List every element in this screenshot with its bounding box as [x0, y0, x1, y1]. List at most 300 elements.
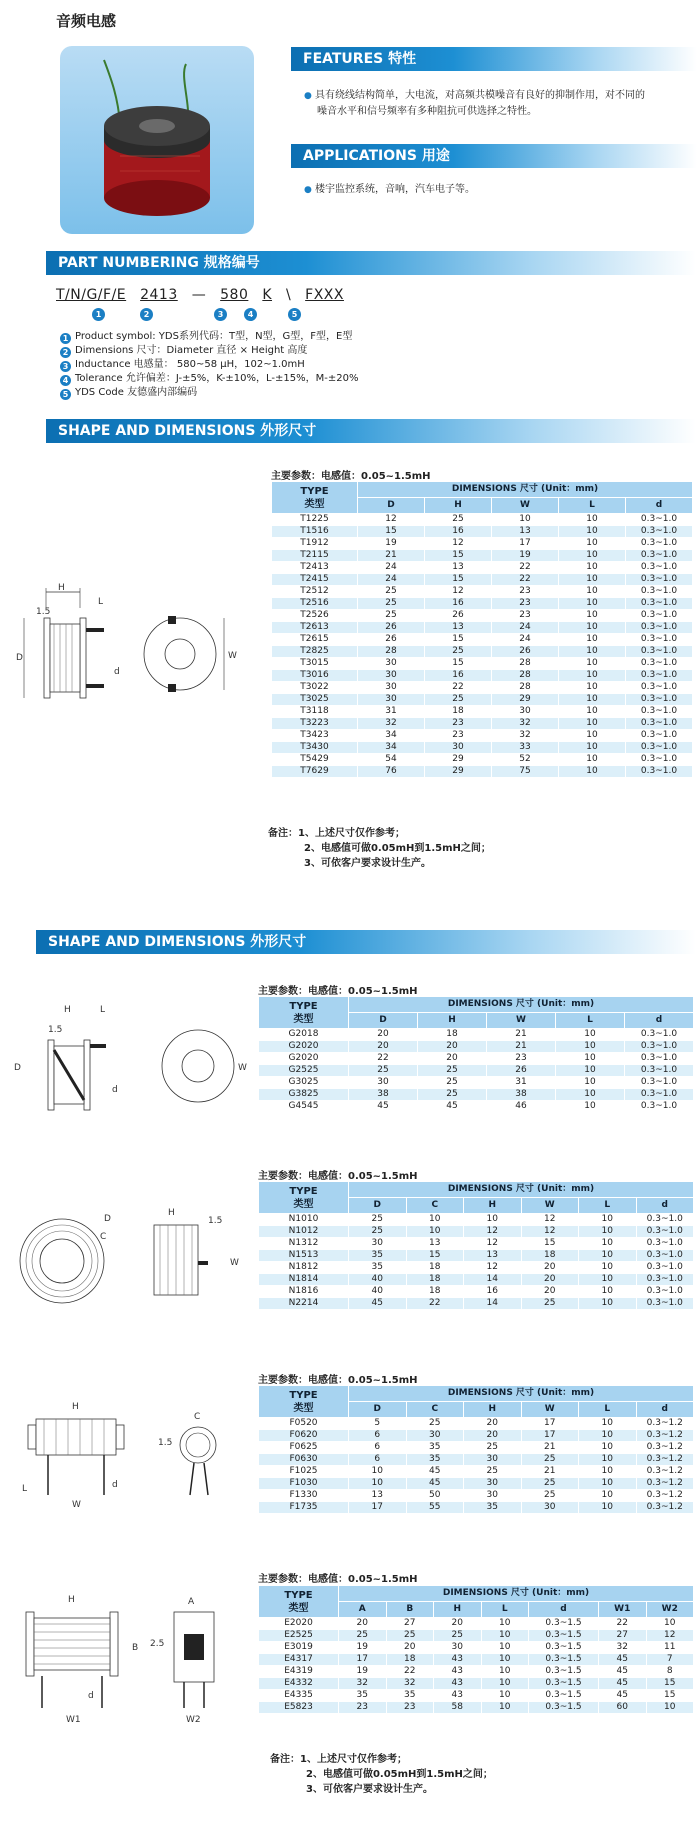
- type-cell: G4545: [259, 1101, 349, 1113]
- page-title: 音频电感: [56, 12, 117, 30]
- table-row: [259, 1053, 694, 1065]
- value-cell: 22: [406, 1298, 464, 1310]
- bullet-dot-icon: ●: [304, 185, 312, 195]
- type-cell: E5823: [259, 1702, 339, 1714]
- value-cell: 40: [349, 1274, 407, 1286]
- value-cell: 10: [556, 1053, 625, 1065]
- table-row: [259, 1418, 694, 1430]
- n-param: 主要参数：电感值：0.05~1.5mH: [258, 1171, 418, 1182]
- value-cell: 13: [425, 622, 492, 634]
- value-cell: 30: [358, 694, 425, 706]
- f-dimensions-table: [258, 1385, 694, 1514]
- table-row: [272, 670, 693, 682]
- value-cell: 58: [434, 1702, 482, 1714]
- svg-text:A: A: [188, 1597, 195, 1607]
- value-cell: 29: [492, 694, 559, 706]
- value-cell: 76: [358, 766, 425, 778]
- svg-text:H: H: [64, 1005, 71, 1015]
- table-row: [272, 682, 693, 694]
- features-text: [304, 88, 694, 119]
- value-cell: 17: [521, 1418, 579, 1430]
- table-row: [259, 1630, 694, 1642]
- value-cell: 0.3~1.2: [636, 1490, 694, 1502]
- product-photo: [60, 46, 254, 234]
- value-cell: 10: [492, 514, 559, 526]
- value-cell: 10: [579, 1490, 637, 1502]
- type-cell: N1312: [259, 1238, 349, 1250]
- value-cell: 30: [349, 1077, 418, 1089]
- svg-text:W: W: [72, 1500, 81, 1510]
- value-cell: 43: [434, 1678, 482, 1690]
- dimensions-header: DIMENSIONS 尺寸 (Unit：mm): [358, 482, 693, 498]
- value-cell: 25: [339, 1630, 387, 1642]
- value-cell: 0.3~1.0: [626, 610, 693, 622]
- code-part-2: 2413: [140, 287, 178, 303]
- value-cell: 10: [579, 1502, 637, 1514]
- value-cell: 21: [487, 1041, 556, 1053]
- value-cell: 0.3~1.5: [529, 1678, 599, 1690]
- column-header: H: [434, 1602, 482, 1618]
- value-cell: 10: [579, 1298, 637, 1310]
- value-cell: 0.3~1.0: [626, 646, 693, 658]
- value-cell: 10: [579, 1418, 637, 1430]
- value-cell: 30: [358, 682, 425, 694]
- table-row: [272, 706, 693, 718]
- value-cell: 28: [358, 646, 425, 658]
- table-row: [259, 1466, 694, 1478]
- code-part-6: \: [285, 287, 292, 303]
- value-cell: 18: [521, 1250, 579, 1262]
- value-cell: 34: [358, 730, 425, 742]
- type-cell: N1812: [259, 1262, 349, 1274]
- f-series-diagram: [8, 1395, 248, 1525]
- value-cell: 10: [646, 1702, 694, 1714]
- value-cell: 10: [481, 1678, 529, 1690]
- value-cell: 32: [599, 1642, 647, 1654]
- svg-text:L: L: [22, 1484, 28, 1494]
- dimensions-header: DIMENSIONS 尺寸 (Unit：mm): [349, 997, 694, 1013]
- table-row: [259, 1077, 694, 1089]
- value-cell: 10: [481, 1642, 529, 1654]
- value-cell: 12: [464, 1238, 522, 1250]
- value-cell: 10: [406, 1226, 464, 1238]
- value-cell: 16: [425, 670, 492, 682]
- value-cell: 0.3~1.0: [626, 718, 693, 730]
- table-row: [259, 1041, 694, 1053]
- circle-3: 3: [214, 308, 227, 321]
- shape-dimensions-header-2: SHAPE AND DIMENSIONS 外形尺寸: [36, 930, 696, 954]
- value-cell: 0.3~1.0: [625, 1053, 694, 1065]
- column-header: d: [636, 1402, 694, 1418]
- value-cell: 20: [434, 1618, 482, 1630]
- column-header: L: [556, 1013, 625, 1029]
- value-cell: 0.3~1.0: [625, 1077, 694, 1089]
- table-row: [259, 1089, 694, 1101]
- value-cell: 22: [425, 682, 492, 694]
- value-cell: 10: [559, 766, 626, 778]
- value-cell: 10: [481, 1690, 529, 1702]
- value-cell: 8: [646, 1666, 694, 1678]
- type-cell: F0520: [259, 1418, 349, 1430]
- value-cell: 35: [406, 1442, 464, 1454]
- circle-1: 1: [92, 308, 105, 321]
- value-cell: 0.3~1.0: [625, 1065, 694, 1077]
- legend-item: 4 Tolerance 允许偏差：J-±5%，K-±10%，L-±15%，M-±20%: [60, 372, 620, 386]
- value-cell: 18: [406, 1274, 464, 1286]
- value-cell: 30: [358, 658, 425, 670]
- notes-2: [270, 1752, 493, 1797]
- value-cell: 10: [559, 742, 626, 754]
- value-cell: 18: [425, 706, 492, 718]
- table-row: [272, 526, 693, 538]
- svg-text:W1: W1: [66, 1715, 81, 1725]
- svg-text:B: B: [132, 1643, 139, 1653]
- value-cell: 31: [487, 1077, 556, 1089]
- value-cell: 13: [349, 1490, 407, 1502]
- value-cell: 10: [559, 718, 626, 730]
- table-row: [259, 1642, 694, 1654]
- type-cell: T3223: [272, 718, 358, 730]
- value-cell: 50: [406, 1490, 464, 1502]
- value-cell: 45: [599, 1654, 647, 1666]
- value-cell: 0.3~1.5: [529, 1690, 599, 1702]
- value-cell: 28: [492, 670, 559, 682]
- value-cell: 5: [349, 1418, 407, 1430]
- value-cell: 10: [559, 598, 626, 610]
- type-header: TYPE 类型: [259, 997, 349, 1029]
- table-row: [259, 1478, 694, 1490]
- value-cell: 60: [599, 1702, 647, 1714]
- type-cell: G3825: [259, 1089, 349, 1101]
- value-cell: 12: [425, 538, 492, 550]
- svg-text:H: H: [68, 1595, 75, 1605]
- value-cell: 10: [559, 538, 626, 550]
- value-cell: 35: [386, 1690, 434, 1702]
- value-cell: 17: [339, 1654, 387, 1666]
- svg-text:D: D: [104, 1214, 111, 1224]
- note-line: 3、可依客户要求设计生产。: [306, 1784, 433, 1795]
- notes-1: [268, 826, 491, 871]
- column-header: L: [481, 1602, 529, 1618]
- value-cell: 21: [521, 1466, 579, 1478]
- value-cell: 7: [646, 1654, 694, 1666]
- value-cell: 75: [492, 766, 559, 778]
- value-cell: 23: [425, 730, 492, 742]
- column-header: H: [425, 498, 492, 514]
- value-cell: 0.3~1.2: [636, 1418, 694, 1430]
- value-cell: 18: [406, 1262, 464, 1274]
- value-cell: 23: [492, 610, 559, 622]
- svg-text:W: W: [238, 1063, 247, 1073]
- value-cell: 0.3~1.0: [626, 538, 693, 550]
- type-cell: F1330: [259, 1490, 349, 1502]
- type-cell: N1513: [259, 1250, 349, 1262]
- value-cell: 20: [521, 1262, 579, 1274]
- value-cell: 0.3~1.0: [626, 586, 693, 598]
- table-row: [259, 1678, 694, 1690]
- svg-text:1.5: 1.5: [48, 1025, 63, 1035]
- svg-text:2.5: 2.5: [150, 1639, 165, 1649]
- value-cell: 43: [434, 1690, 482, 1702]
- column-header: D: [349, 1013, 418, 1029]
- value-cell: 10: [579, 1430, 637, 1442]
- value-cell: 25: [425, 694, 492, 706]
- value-cell: 20: [464, 1430, 522, 1442]
- value-cell: 0.3~1.0: [625, 1029, 694, 1041]
- value-cell: 17: [492, 538, 559, 550]
- value-cell: 20: [339, 1618, 387, 1630]
- type-cell: F1025: [259, 1466, 349, 1478]
- type-header: TYPE 类型: [272, 482, 358, 514]
- legend-item: 2 Dimensions 尺寸：Diameter 直径 × Height 高度: [60, 344, 620, 358]
- value-cell: 20: [386, 1642, 434, 1654]
- value-cell: 32: [339, 1678, 387, 1690]
- value-cell: 12: [646, 1630, 694, 1642]
- value-cell: 6: [349, 1430, 407, 1442]
- value-cell: 22: [599, 1618, 647, 1630]
- type-cell: T3430: [272, 742, 358, 754]
- value-cell: 35: [349, 1250, 407, 1262]
- value-cell: 0.3~1.0: [625, 1041, 694, 1053]
- value-cell: 20: [418, 1041, 487, 1053]
- value-cell: 10: [579, 1454, 637, 1466]
- type-cell: E2525: [259, 1630, 339, 1642]
- value-cell: 10: [559, 730, 626, 742]
- type-cell: T1225: [272, 514, 358, 526]
- value-cell: 10: [559, 622, 626, 634]
- value-cell: 25: [358, 610, 425, 622]
- value-cell: 10: [646, 1618, 694, 1630]
- value-cell: 18: [406, 1286, 464, 1298]
- value-cell: 25: [521, 1478, 579, 1490]
- table-row: [272, 574, 693, 586]
- column-header: d: [529, 1602, 599, 1618]
- value-cell: 35: [349, 1262, 407, 1274]
- column-header: W2: [646, 1602, 694, 1618]
- type-cell: N2214: [259, 1298, 349, 1310]
- value-cell: 35: [339, 1690, 387, 1702]
- value-cell: 45: [406, 1466, 464, 1478]
- value-cell: 6: [349, 1454, 407, 1466]
- type-cell: E4335: [259, 1690, 339, 1702]
- note-line: 3、可依客户要求设计生产。: [304, 858, 431, 869]
- type-cell: T3015: [272, 658, 358, 670]
- table-row: [259, 1618, 694, 1630]
- value-cell: 10: [579, 1238, 637, 1250]
- value-cell: 24: [358, 574, 425, 586]
- type-cell: T7629: [272, 766, 358, 778]
- type-cell: T2825: [272, 646, 358, 658]
- value-cell: 0.3~1.5: [529, 1702, 599, 1714]
- table-row: [259, 1065, 694, 1077]
- table-row: [272, 562, 693, 574]
- svg-text:d: d: [112, 1480, 118, 1490]
- value-cell: 10: [559, 574, 626, 586]
- value-cell: 0.3~1.0: [625, 1089, 694, 1101]
- table-row: [259, 1226, 694, 1238]
- type-cell: T2115: [272, 550, 358, 562]
- value-cell: 10: [579, 1214, 637, 1226]
- features-header: FEATURES 特性: [291, 47, 697, 71]
- value-cell: 25: [358, 586, 425, 598]
- type-cell: E4319: [259, 1666, 339, 1678]
- value-cell: 0.3~1.0: [626, 574, 693, 586]
- type-cell: N1010: [259, 1214, 349, 1226]
- type-cell: T2415: [272, 574, 358, 586]
- circle-5: 5: [288, 308, 301, 321]
- bullet-dot-icon: ●: [304, 91, 312, 101]
- table-row: [259, 1454, 694, 1466]
- g-dimensions-table: [258, 996, 694, 1113]
- value-cell: 25: [418, 1077, 487, 1089]
- value-cell: 25: [464, 1466, 522, 1478]
- value-cell: 10: [406, 1214, 464, 1226]
- value-cell: 24: [358, 562, 425, 574]
- type-cell: G2018: [259, 1029, 349, 1041]
- f-param: 主要参数：电感值：0.05~1.5mH: [258, 1375, 418, 1386]
- t-label-d: D: [16, 653, 23, 663]
- type-cell: F1030: [259, 1478, 349, 1490]
- type-cell: E3019: [259, 1642, 339, 1654]
- dimensions-header: DIMENSIONS 尺寸 (Unit：mm): [349, 1386, 694, 1402]
- value-cell: 0.3~1.0: [625, 1101, 694, 1113]
- value-cell: 16: [464, 1286, 522, 1298]
- value-cell: 31: [358, 706, 425, 718]
- value-cell: 45: [599, 1690, 647, 1702]
- applications-header: APPLICATIONS 用途: [291, 144, 697, 168]
- value-cell: 25: [418, 1089, 487, 1101]
- e-dimensions-table: [258, 1585, 694, 1714]
- table-row: [259, 1274, 694, 1286]
- value-cell: 10: [559, 610, 626, 622]
- value-cell: 0.3~1.0: [636, 1226, 694, 1238]
- value-cell: 54: [358, 754, 425, 766]
- value-cell: 28: [492, 682, 559, 694]
- value-cell: 0.3~1.0: [626, 766, 693, 778]
- value-cell: 10: [481, 1630, 529, 1642]
- value-cell: 26: [358, 622, 425, 634]
- column-header: D: [349, 1402, 407, 1418]
- value-cell: 0.3~1.0: [636, 1214, 694, 1226]
- value-cell: 12: [464, 1226, 522, 1238]
- value-cell: 26: [358, 634, 425, 646]
- type-cell: F0630: [259, 1454, 349, 1466]
- value-cell: 0.3~1.2: [636, 1478, 694, 1490]
- legend-item: 1 Product symbol: YDS系列代码：T型，N型，G型，F型，E型: [60, 330, 620, 344]
- table-row: [272, 514, 693, 526]
- value-cell: 0.3~1.0: [626, 670, 693, 682]
- value-cell: 0.3~1.0: [626, 562, 693, 574]
- value-cell: 15: [521, 1238, 579, 1250]
- table-row: [259, 1690, 694, 1702]
- value-cell: 10: [556, 1089, 625, 1101]
- svg-text:W2: W2: [186, 1715, 201, 1725]
- g-param: 主要参数：电感值：0.05~1.5mH: [258, 986, 418, 997]
- value-cell: 32: [386, 1678, 434, 1690]
- value-cell: 20: [418, 1053, 487, 1065]
- value-cell: 0.3~1.0: [636, 1238, 694, 1250]
- value-cell: 10: [579, 1250, 637, 1262]
- value-cell: 0.3~1.5: [529, 1642, 599, 1654]
- column-header: H: [464, 1402, 522, 1418]
- n-dimensions-table: [258, 1181, 694, 1310]
- value-cell: 13: [492, 526, 559, 538]
- value-cell: 30: [464, 1490, 522, 1502]
- value-cell: 25: [386, 1630, 434, 1642]
- value-cell: 22: [349, 1053, 418, 1065]
- table-row: [259, 1666, 694, 1678]
- note-line: 备注：1、上述尺寸仅作参考；: [268, 828, 405, 839]
- value-cell: 15: [358, 526, 425, 538]
- value-cell: 32: [358, 718, 425, 730]
- dimensions-header: DIMENSIONS 尺寸 (Unit：mm): [349, 1182, 694, 1198]
- value-cell: 15: [406, 1250, 464, 1262]
- t-label-dd: d: [114, 667, 120, 677]
- type-cell: T2526: [272, 610, 358, 622]
- value-cell: 26: [425, 610, 492, 622]
- value-cell: 10: [481, 1618, 529, 1630]
- e-param: 主要参数：电感值：0.05~1.5mH: [258, 1574, 418, 1585]
- t-label-15: 1.5: [36, 607, 51, 617]
- value-cell: 13: [406, 1238, 464, 1250]
- value-cell: 25: [358, 598, 425, 610]
- column-header: L: [579, 1402, 637, 1418]
- value-cell: 0.3~1.0: [626, 622, 693, 634]
- value-cell: 10: [579, 1442, 637, 1454]
- value-cell: 24: [492, 622, 559, 634]
- value-cell: 25: [418, 1065, 487, 1077]
- value-cell: 30: [464, 1454, 522, 1466]
- svg-text:D: D: [14, 1063, 21, 1073]
- table-row: [272, 742, 693, 754]
- value-cell: 52: [492, 754, 559, 766]
- value-cell: 43: [434, 1666, 482, 1678]
- value-cell: 10: [559, 634, 626, 646]
- value-cell: 32: [492, 730, 559, 742]
- value-cell: 19: [492, 550, 559, 562]
- code-part-5: K: [262, 287, 273, 303]
- value-cell: 0.3~1.0: [636, 1286, 694, 1298]
- value-cell: 30: [358, 670, 425, 682]
- value-cell: 10: [579, 1286, 637, 1298]
- value-cell: 0.3~1.0: [626, 694, 693, 706]
- type-header: TYPE 类型: [259, 1182, 349, 1214]
- value-cell: 40: [349, 1286, 407, 1298]
- t-param: 主要参数：电感值：0.05~1.5mH: [271, 471, 431, 482]
- type-cell: G3025: [259, 1077, 349, 1089]
- table-row: [259, 1214, 694, 1226]
- type-cell: T2516: [272, 598, 358, 610]
- type-cell: T3118: [272, 706, 358, 718]
- value-cell: 10: [559, 562, 626, 574]
- table-row: [272, 634, 693, 646]
- value-cell: 15: [646, 1690, 694, 1702]
- type-header: TYPE 类型: [259, 1386, 349, 1418]
- value-cell: 25: [464, 1442, 522, 1454]
- value-cell: 10: [559, 514, 626, 526]
- type-cell: T3016: [272, 670, 358, 682]
- column-header: W: [492, 498, 559, 514]
- value-cell: 10: [559, 694, 626, 706]
- value-cell: 19: [339, 1666, 387, 1678]
- part-number-code: [56, 287, 353, 303]
- value-cell: 29: [425, 766, 492, 778]
- value-cell: 21: [487, 1029, 556, 1041]
- value-cell: 34: [358, 742, 425, 754]
- table-row: [272, 658, 693, 670]
- value-cell: 0.3~1.0: [636, 1262, 694, 1274]
- value-cell: 15: [425, 550, 492, 562]
